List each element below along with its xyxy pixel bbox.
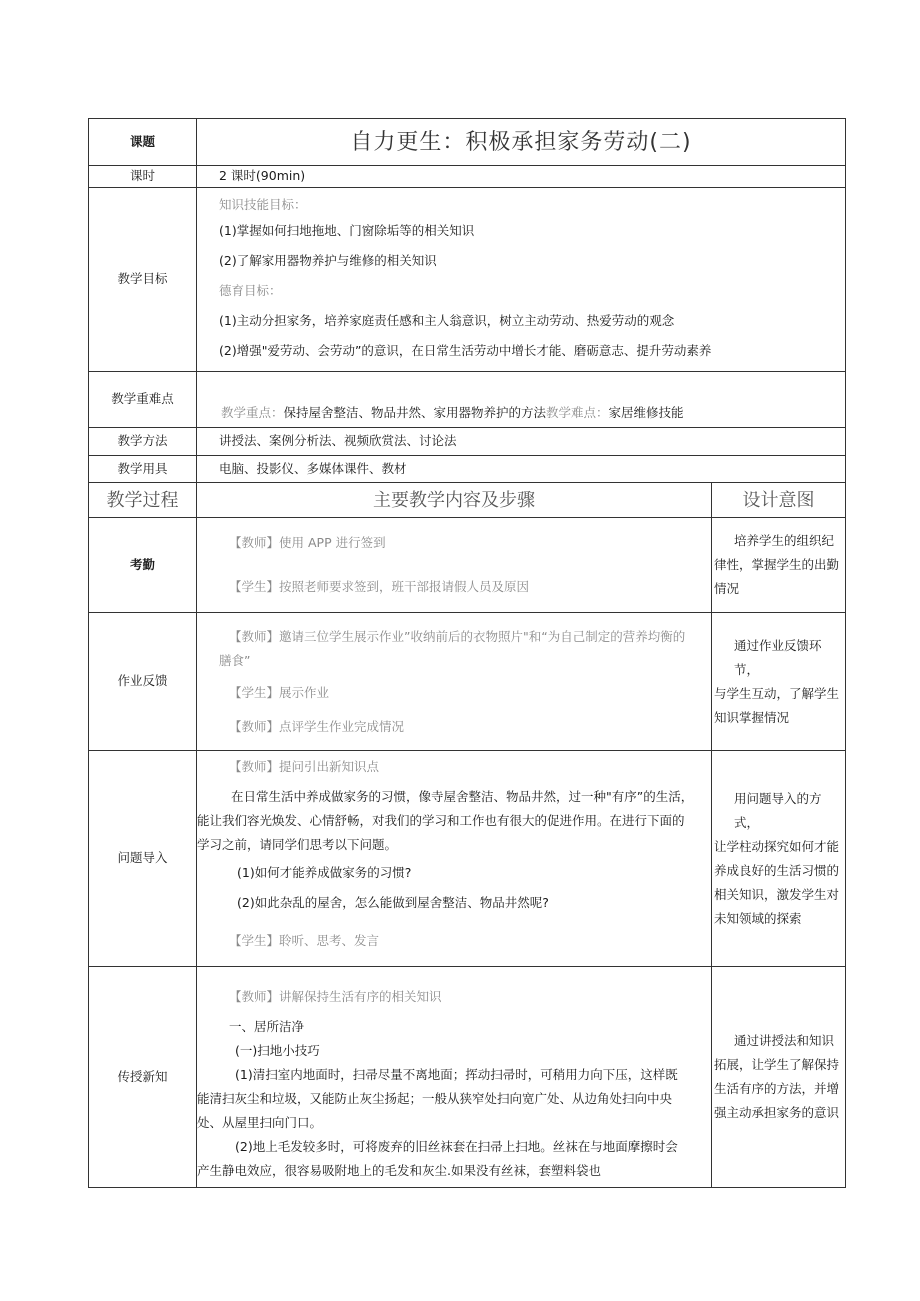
lesson-plan-sheet xyxy=(88,118,845,1188)
tools-value: 电脑、投影仪、多媒体课件、教材 xyxy=(197,456,846,483)
homework-intent-line-3: 知识掌握情况 xyxy=(714,709,790,725)
intro-content xyxy=(197,751,712,967)
homework-row xyxy=(89,613,846,751)
new-knowledge-teacher: 【教师】讲解保持生活有序的相关知识 xyxy=(229,989,442,1004)
process-header-row xyxy=(89,483,846,518)
key-points-row xyxy=(89,372,846,428)
difficulty-label: 教学难点： xyxy=(546,405,609,421)
intro-teacher: 【教师】提问引出新知识点 xyxy=(229,759,380,774)
intro-para-line-2: 能让我们容光焕发、心情舒畅，对我们的学习和工作也有很大的促进作用。在进行下面的 xyxy=(197,813,685,828)
methods-row xyxy=(89,428,846,456)
intro-intent-line-2: 让学柱动探究如何才能 xyxy=(714,838,840,854)
intro-para-line-1: 在日常生活中养成做家务的习惯，像寺屋舍整洁、物品井然，过一种"有序”的生活， xyxy=(231,789,694,804)
intro-intent-line-5: 未知领域的探索 xyxy=(714,910,802,926)
content-col-header: 主要教学内容及步骤 xyxy=(197,483,712,518)
key-points-cell xyxy=(197,372,846,428)
attendance-label: 考勤 xyxy=(89,518,197,613)
homework-intent-line-2: 与学生互动，了解学生 xyxy=(714,685,840,701)
intro-intent-line-3: 养成良好的生活习惯的 xyxy=(714,862,840,878)
topic-row xyxy=(89,119,846,166)
tip-2-line-1: (2)地上毛发较多时，可将废弃的旧丝袜套在扫帚上扫地。丝袜在与地面摩擦时会 xyxy=(235,1139,678,1154)
homework-teacher-review: 【教师】点评学生作业完成情况 xyxy=(229,718,405,734)
topic-title: 自力更生：积极承担家务劳动(二) xyxy=(197,119,846,166)
tip-1-line-1: (1)清扫室内地面时，扫帚尽量不离地面；挥动扫帚时，可稍用力向下压，这样既 xyxy=(235,1067,678,1082)
new-knowledge-label: 传授新知 xyxy=(89,967,197,1188)
attendance-row xyxy=(89,518,846,613)
process-col-header: 教学过程 xyxy=(89,483,197,518)
objectives-label: 教学目标 xyxy=(89,188,197,372)
attendance-student: 【学生】按照老师要求签到，班干部报请假人员及原因 xyxy=(229,579,530,594)
new-knowledge-intent-line-3: 生活有序的方法，并增 xyxy=(714,1081,840,1096)
methods-label: 教学方法 xyxy=(89,428,197,456)
moral-item-1: (1)主动分担家务，培养家庭责任感和主人翁意识，树立主动劳动、热爱劳动的观念 xyxy=(219,312,675,328)
tip-1-line-3: 处、从屋里扫向门口。 xyxy=(197,1115,323,1130)
new-knowledge-section: 一、居所洁净 xyxy=(229,1019,305,1034)
knowledge-item-1: (1)掌握如何扫地拖地、门窗除垢等的相关知识 xyxy=(219,222,475,238)
homework-intent-line-1: 通过作业反馈环节， xyxy=(734,637,822,677)
homework-label: 作业反馈 xyxy=(89,613,197,751)
new-knowledge-content xyxy=(197,967,712,1188)
attendance-teacher: 【教师】使用 APP 进行签到 xyxy=(229,535,386,550)
knowledge-item-2: (2)了解家用器物养护与维修的相关知识 xyxy=(219,252,437,268)
attendance-intent-line-1: 培养学生的组织纪 xyxy=(734,533,835,548)
key-points-label: 教学重难点 xyxy=(89,372,197,428)
objectives-cell xyxy=(197,188,846,372)
topic-label: 课题 xyxy=(89,119,197,166)
moral-heading: 德育目标： xyxy=(219,282,282,298)
homework-teacher-line-2: 膳食” xyxy=(219,652,251,668)
intent-col-header: 设计意图 xyxy=(712,483,846,518)
hours-label: 课时 xyxy=(89,166,197,188)
objectives-row xyxy=(89,188,846,372)
homework-student: 【学生】展示作业 xyxy=(229,684,330,700)
homework-teacher-line-1: 【教师】邀请三位学生展示作业”收纳前后的衣物照片"和“为自己制定的营养均衡的 xyxy=(229,628,686,644)
moral-item-2: (2)增强"爱劳动、会劳动”的意识，在日常生活劳动中增长才能、磨砺意志、提升劳动素养 xyxy=(219,342,712,358)
new-knowledge-intent-line-4: 强主动承担家务的意识 xyxy=(714,1105,840,1120)
tools-row xyxy=(89,456,846,483)
new-knowledge-row xyxy=(89,967,846,1188)
homework-content xyxy=(197,613,712,751)
attendance-content xyxy=(197,518,712,613)
attendance-intent-line-3: 情况 xyxy=(714,581,740,596)
intro-para-line-3: 学习之前，请同学们思考以下问题。 xyxy=(197,837,398,852)
hours-row xyxy=(89,166,846,188)
intro-intent-line-1: 用问题导入的方式， xyxy=(734,790,822,830)
new-knowledge-intent-line-2: 拓展，让学生了解保持 xyxy=(714,1057,840,1072)
intro-intent-line-4: 相关知识，激发学生对 xyxy=(714,886,840,902)
difficulty-text: 家居维修技能 xyxy=(608,405,684,421)
new-knowledge-subsection: (一)扫地小技巧 xyxy=(235,1043,320,1058)
new-knowledge-intent xyxy=(712,967,846,1188)
intro-intent xyxy=(712,751,846,967)
attendance-intent xyxy=(712,518,846,613)
new-knowledge-intent-line-1: 通过讲授法和知识 xyxy=(734,1033,835,1048)
homework-intent xyxy=(712,613,846,751)
attendance-intent-line-2: 律性，掌握学生的出勤 xyxy=(714,557,840,572)
intro-label: 问题导入 xyxy=(89,751,197,967)
intro-student: 【学生】聆听、思考、发言 xyxy=(229,933,380,948)
hours-value: 2 课时(90min) xyxy=(197,166,846,188)
methods-value: 讲授法、案例分析法、视频欣赏法、讨论法 xyxy=(197,428,846,456)
intro-row xyxy=(89,751,846,967)
key-text: 保持屋舍整洁、物品井然、家用器物养护的方法 xyxy=(283,405,547,421)
lesson-plan-table xyxy=(88,118,846,1188)
tip-2-line-2: 产生静电效应，很容易吸附地上的毛发和灰尘.如果没有丝袜，套塑料袋也 xyxy=(197,1163,601,1178)
knowledge-heading: 知识技能目标： xyxy=(219,196,307,212)
key-label: 教学重点： xyxy=(221,405,284,421)
intro-question-2: (2)如此杂乱的屋舍，怎么能做到屋舍整洁、物品井然呢? xyxy=(237,895,549,910)
intro-question-1: (1)如何才能养成做家务的习惯? xyxy=(237,865,412,880)
tip-1-line-2: 能清扫灰尘和垃圾，又能防止灰尘扬起；一般从狭窄处扫向宽广处、从边角处扫向中央 xyxy=(197,1091,673,1106)
tools-label: 教学用具 xyxy=(89,456,197,483)
